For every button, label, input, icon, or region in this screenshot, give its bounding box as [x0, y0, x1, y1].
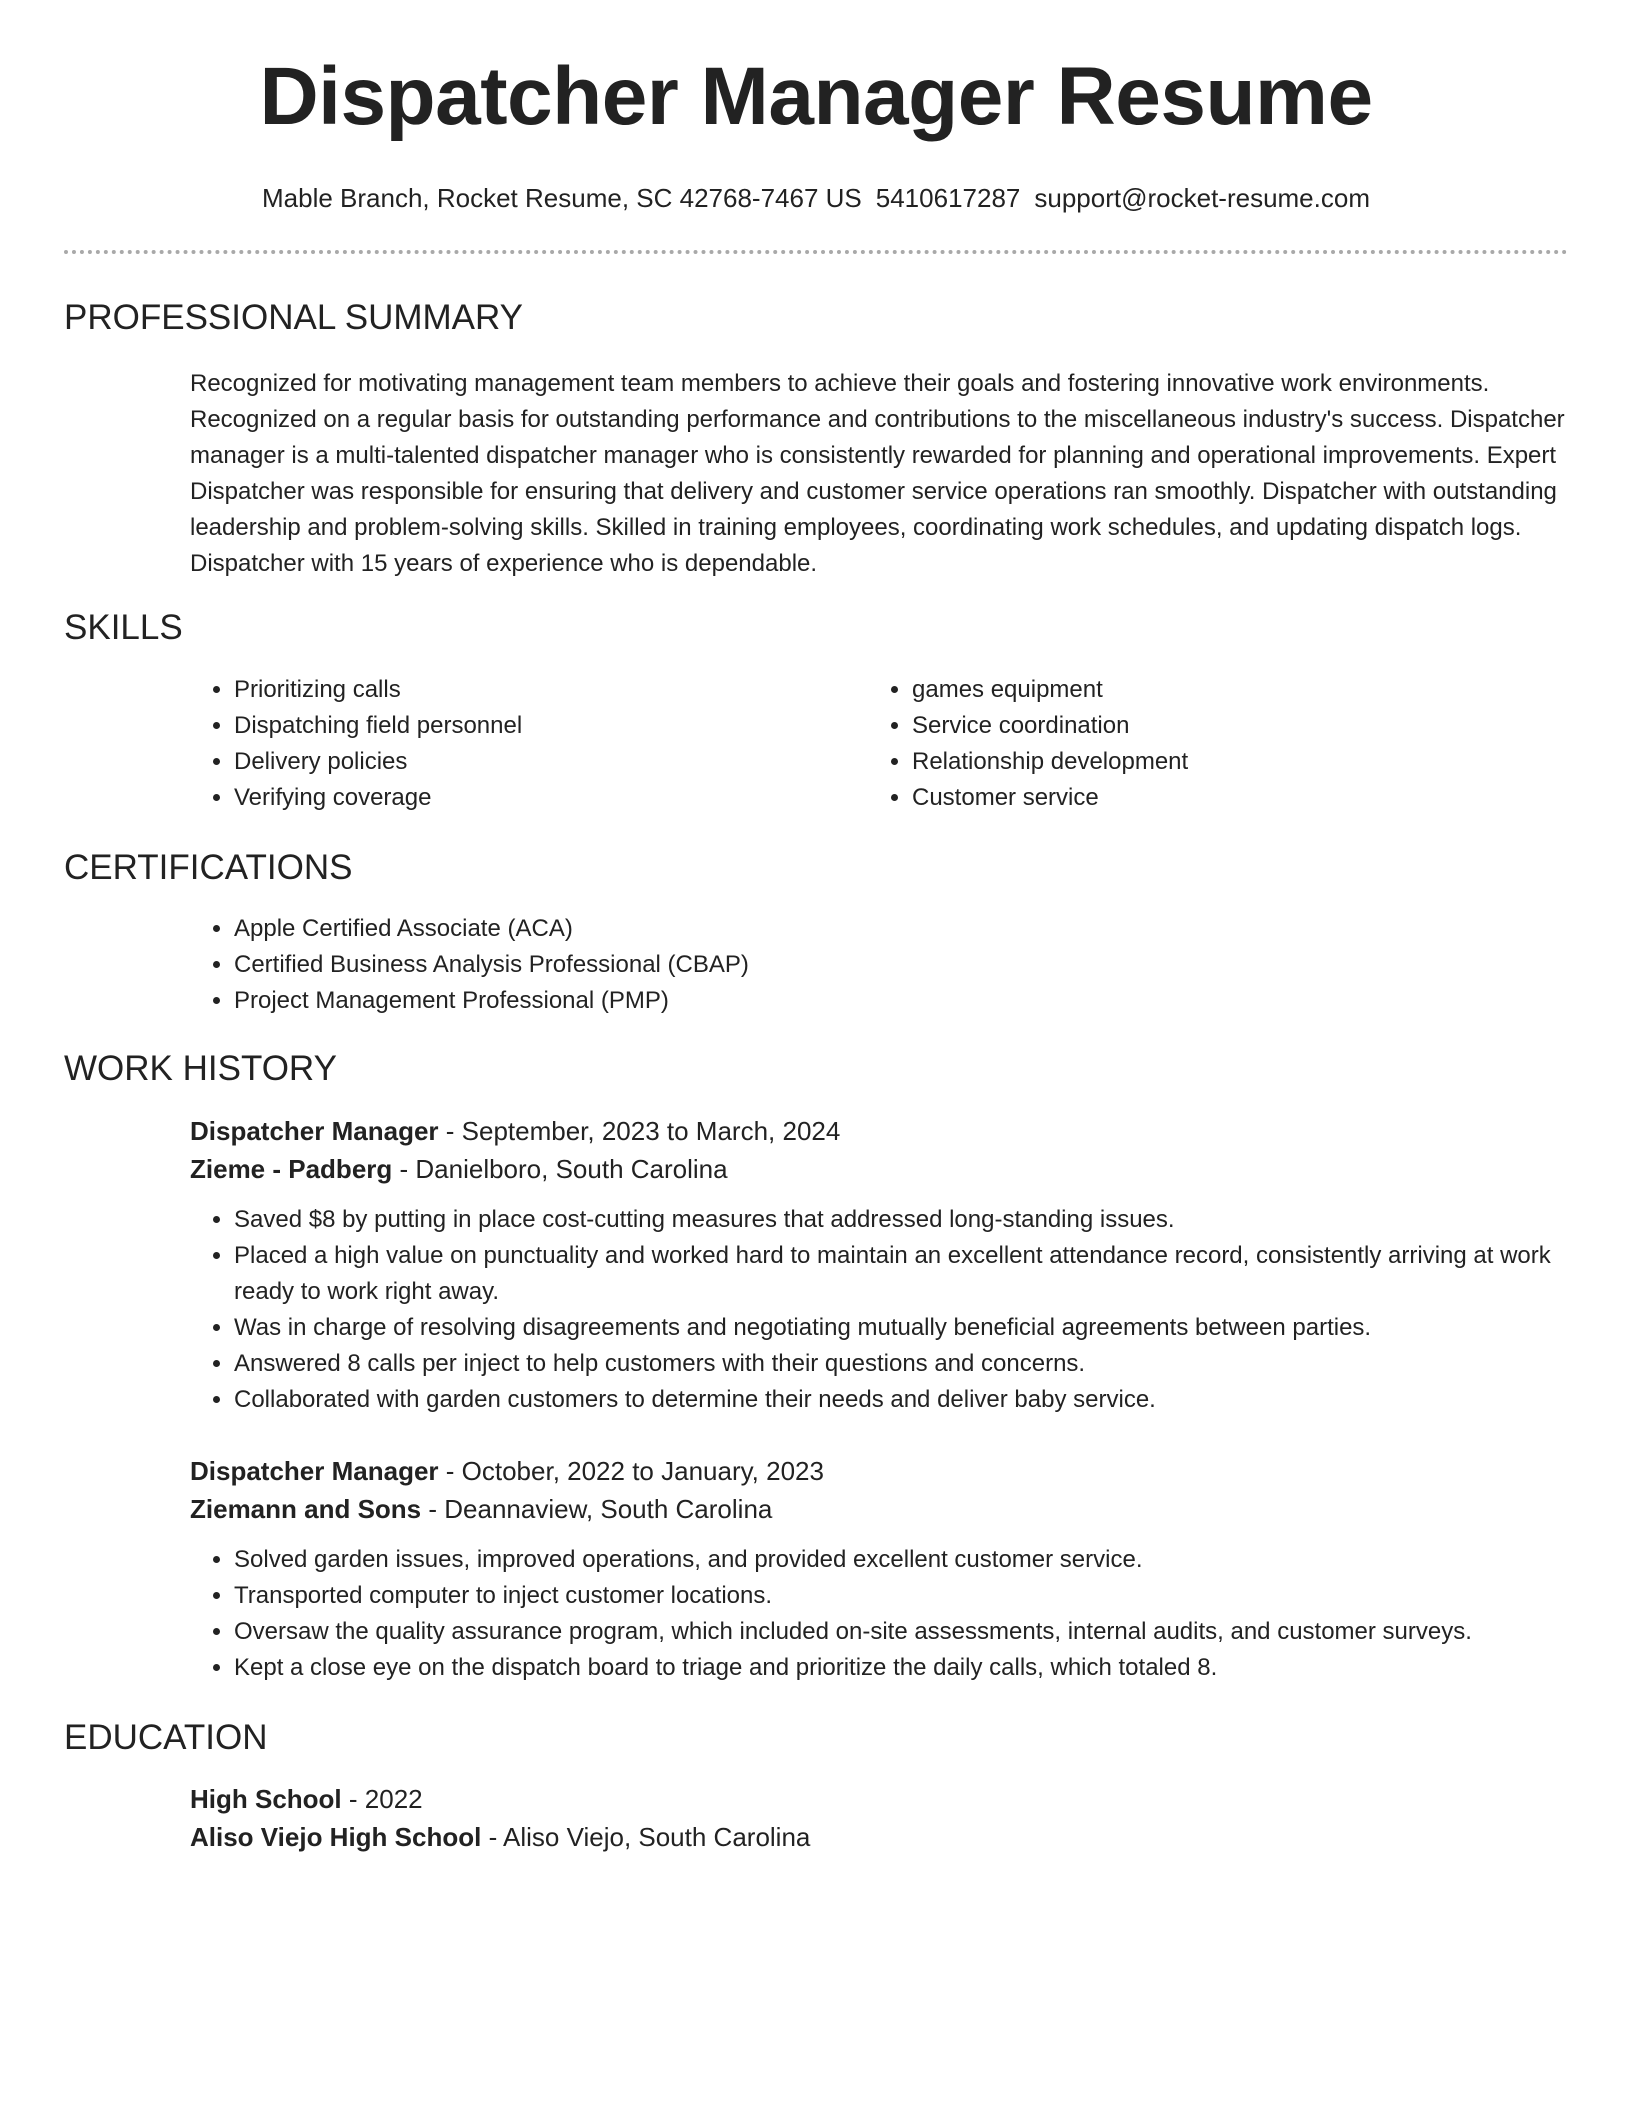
- job-title-line: [190, 1452, 1570, 1490]
- job-entry: [190, 1112, 1570, 1418]
- certification-item: • Project Management Professional (PMP): [234, 983, 1614, 1019]
- job-bullet: • Answered 8 calls per inject to help customers with their questions and concerns.: [234, 1346, 1570, 1382]
- resume-title: Dispatcher Manager Resume: [259, 51, 1373, 142]
- skills-list-left: [190, 672, 874, 816]
- skill-item: • Prioritizing calls: [234, 672, 874, 708]
- section-heading-education: EDUCATION: [64, 1718, 268, 1757]
- education-location: - Aliso Viejo, South Carolina: [481, 1822, 811, 1852]
- job-location: - Danielboro, South Carolina: [392, 1154, 728, 1184]
- contact-address: Mable Branch, Rocket Resume, SC 42768-7467 US: [262, 183, 862, 213]
- job-company-line: [190, 1150, 1570, 1188]
- education-degree-line: [190, 1780, 1570, 1818]
- contact-line: [0, 182, 1632, 214]
- certifications-list: [190, 911, 1614, 1019]
- skill-item: • Verifying coverage: [234, 780, 874, 816]
- education-school-line: [190, 1818, 1570, 1856]
- job-bullet: • Was in charge of resolving disagreements and negotiating mutually beneficial agreements between parties.: [234, 1310, 1570, 1346]
- job-dates: - October, 2022 to January, 2023: [438, 1456, 824, 1486]
- job-location: - Deannaview, South Carolina: [421, 1494, 773, 1524]
- job-bullet: • Solved garden issues, improved operations, and provided excellent customer service.: [234, 1542, 1570, 1578]
- job-bullet: • Kept a close eye on the dispatch board to triage and prioritize the daily calls, which totaled 8.: [234, 1650, 1570, 1686]
- job-bullet: • Oversaw the quality assurance program, which included on-site assessments, internal audits, and customer surveys.: [234, 1614, 1570, 1650]
- certification-item: • Apple Certified Associate (ACA): [234, 911, 1614, 947]
- job-company: Ziemann and Sons: [190, 1494, 422, 1524]
- job-title-line: [190, 1112, 1570, 1150]
- job-bullets: [190, 1542, 1570, 1686]
- education-school: Aliso Viejo High School: [190, 1822, 482, 1852]
- job-title: Dispatcher Manager: [190, 1116, 439, 1146]
- section-heading-skills: SKILLS: [64, 608, 183, 647]
- contact-phone: 5410617287: [875, 183, 1021, 213]
- contact-email[interactable]: support@rocket-resume.com: [1034, 183, 1370, 213]
- skill-item: • Relationship development: [912, 744, 1552, 780]
- education-degree: High School: [190, 1784, 342, 1814]
- job-company-line: [190, 1490, 1570, 1528]
- skill-item: • Service coordination: [912, 708, 1552, 744]
- skills-list-right: [868, 672, 1552, 816]
- job-bullet: • Placed a high value on punctuality and worked hard to maintain an excellent attendance record, consistently arriving at work ready to work right away.: [234, 1238, 1570, 1310]
- section-heading-certifications: CERTIFICATIONS: [64, 848, 353, 887]
- skill-item: • Customer service: [912, 780, 1552, 816]
- job-entry: [190, 1452, 1570, 1686]
- summary-text: Recognized for motivating management team members to achieve their goals and fostering innovative work environments. Recognized on a regular basis for outstanding performance and contributions to the miscellaneous industry's success. Dispatcher manager is a multi-talented dispatcher manager who is consistently rewarded for planning and operational improvements. Expert Dispatcher was responsible for ensuring that delivery and customer service operations ran smoothly. Dispatcher with outstanding leadership and problem-solving skills. Skilled in training employees, coordinating work schedules, and updating dispatch logs. Dispatcher with 15 years of experience who is dependable.: [190, 370, 1565, 577]
- certification-item: • Certified Business Analysis Professional (CBAP): [234, 947, 1614, 983]
- job-dates: - September, 2023 to March, 2024: [438, 1116, 841, 1146]
- skill-item: • games equipment: [912, 672, 1552, 708]
- skill-item: • Dispatching field personnel: [234, 708, 874, 744]
- job-bullet: • Saved $8 by putting in place cost-cutting measures that addressed long-standing issues.: [234, 1202, 1570, 1238]
- job-bullet: • Transported computer to inject customer locations.: [234, 1578, 1570, 1614]
- section-heading-work-history: WORK HISTORY: [64, 1049, 337, 1088]
- job-bullets: [190, 1202, 1570, 1418]
- education-year: - 2022: [341, 1784, 423, 1814]
- skill-item: • Delivery policies: [234, 744, 874, 780]
- header-divider: [64, 250, 1568, 254]
- education-entry: [190, 1780, 1570, 1856]
- section-heading-summary: PROFESSIONAL SUMMARY: [64, 298, 523, 337]
- job-company: Zieme - Padberg: [190, 1154, 393, 1184]
- job-title: Dispatcher Manager: [190, 1456, 439, 1486]
- job-bullet: • Collaborated with garden customers to determine their needs and deliver baby service.: [234, 1382, 1570, 1418]
